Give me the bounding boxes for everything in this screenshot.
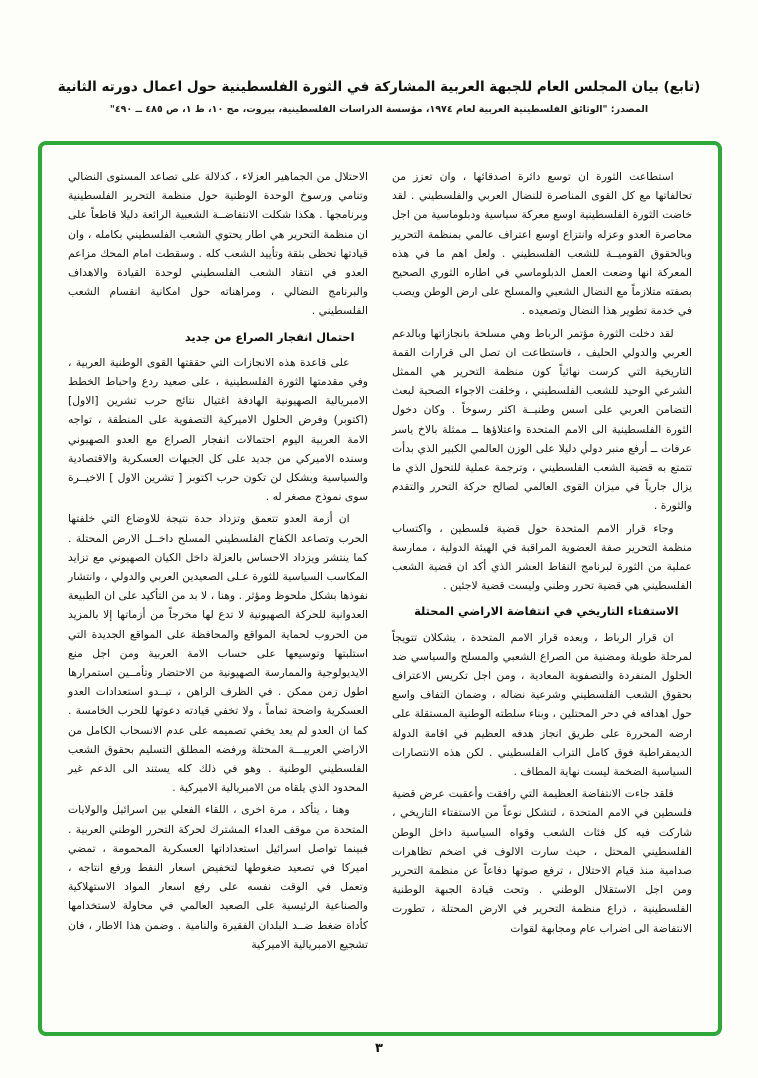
source-citation: المصدر: "الوثائق الفلسطينية العربية لعام ١٩٧٤، مؤسسة الدراسات الفلسطينية، بيروت، مج ١٠، ط ١، ص ٤٨٥ ــ ٤٩٠" [109,103,649,115]
paragraph: استطاعت الثورة ان توسع دائرة اصدقائها ، وان تعزز من تحالفاتها مع كل القوى المناصرة للنضال العربي والفلسطيني . لقد خاضت الثورة الفلسطينية اوسع معركة سياسية ودبلوماسية من اجل محاصرة العدو وعزله وانتزاع اوسع اعتراف عالمي بمنظمة التحرير وبالحقوق القوميــة للشعب الفلسطيني . ولعل اهم ما في هذه المعركة انها وضعت العمل الدبلوماسي في اطاره الثوري الصحيح بصفته متلازماً مع النضال الشعبي والمسلح على ارض الوطن ويصب في خدمة تطوير هذا النضال وتصعيده . [392,170,692,318]
paragraph: وجاء قرار الامم المتحدة حول قضية فلسطين ، واكتساب منظمة التحرير صفة العضوية المراقبة في الهيئة الدولية ، ممارسة عملية من الثورة لبرنامج النقاط العشر الذي أكد ان قضية الشعب الفلسطيني هي قضية تحرر وطني وليست قضية لاجئين . [392,521,692,593]
paragraph: وهنا ، يتأكد ، مرة اخرى ، اللقاء الفعلي بين اسرائيل والولايات المتحدة من موقف العداء المشترك لحركة التحرر الوطني العربية . فبينما تواصل اسرائيل استعداداتها العسكرية المحمومة ، تمضي اميركا في تصعيد ضغوطها لتخفيض اسعار النفط ورفع انتاجه ، وتعمل في الوقت نفسه على رفع اسعار المواد الاستهلاكية والصناعية الرئيسية على الصعيد العالمي في محاولة لاستخدامها كأداة ضغط ضــد البلدان الفقيرة والنامية . وضمن هذا الاطار ، فان تشجيع الامبريالية الاميركية [68,803,368,951]
page-header [28,78,730,115]
paragraph: فلقد جاءت الانتفاضة العظيمة التي رافقت وأعقبت عرض قضية فلسطين في الامم المتحدة ، لتشكل نوعاً من الاستفتاء التاريخي ، شاركت فيه كل فئات الشعب وقواه السياسية داخل الوطن الفلسطيني المحتل ، حيث سارت الالوف في اضخم تظاهرات صدامية منذ قيام الاحتلال ، ترفع صوتها دفاعاً عن منظمة التحرير ومن اجل الاستقلال الوطني . وتحت قيادة الجبهة الوطنية الفلسطينية ، ذراع منظمة التحرير في الارض المحتلة ، تطورت الانتفاضة الى اضراب عام ومجابهة لقوات [392,787,692,935]
text-column-right [392,167,692,1016]
document-title: (تابع) بيان المجلس العام للجبهة العربية المشاركة في الثورة الفلسطينية حول اعمال دورته الثانية [57,79,701,95]
paragraph-continuation: الاحتلال من الجماهير العزلاء ، كدلالة على تصاعد المستوى النضالي وتنامي ورسوخ الوحدة الوطنية حول منظمة التحرير الفلسطينية وبرنامجها . هكذا شكلت الانتفاضــة الشعبية الرائعة دليلا قاطعاً على ان منظمة التحرير هي اطار يحتوي الشعب الفلسطيني بكامله ، وان قيادتها تحظى بثقة وتأييد الشعب كله . وسقطت امام المحك مزاعم العدو في انتقاد الشعب الفلسطيني لوحدة القيادة والاهداف والبرنامج النضالي ، ومراهناته حول امكانية انقسام الشعب الفلسطيني . [68,170,368,318]
paragraph: ان أزمة العدو تتعمق وتزداد حدة نتيجة للاوضاع التي خلفتها الحرب وتصاعد الكفاح الفلسطيني المسلح داخــل الارض المحتلة . كما ينتشر ويزداد الاحساس بالعزلة داخل الكيان الصهيوني مع تزايد المكاسب السياسية للثورة عـلى الصعيدين العربي والدولي ، وانتشار نفوذها بشكل ملحوظ ومؤثر . وهنا ، لا بد من التأكيد على ان الطبيعة العدوانية للحركة الصهيونية لا تدع لها مخرجاً من أزماتها إلا بالمزيد من الحروب لحماية المواقع والمحافظة على المواقع الجديدة التي استلبتها وتوسيعها على حساب الامة العربية ومن اجل منع الايديولوجية والممارسة الصهيونية من الاحتضار وتأمــين استمرارها اطول زمن ممكن . في الظرف الراهن ، تبــدو استعدادات العدو العسكرية واضحة تماماً ، ولا تخفي قيادته دعوتها للحرب الخامسة . كما ان العدو لم يعد يخفي تصميمه على عدم الانسحاب الكامل من الاراضي العربيـــة المحتلة ورفضه المطلق التسليم بحقوق الشعب الفلسطيني الوطنية . وهو في ذلك كله يستند الى الدعم غير المحدود الذي يلقاه من الامبريالية الاميركية . [68,512,368,795]
section-heading-conflict: احتمال انفجار الصراع من جديد [184,330,355,344]
paragraph: ان قرار الرباط ، وبعده قرار الامم المتحدة ، يشكلان تتويجاً لمرحلة طويلة ومضنية من الصراع الشعبي والمسلح والسياسي ضد الحلول المنفردة والتصفوية المعادية ، ومن اجل تكريس الاعتراف بحقوق الشعب الفلسطيني وشرعية نضاله ، وضمان التفاف واسع حول اهدافه في دحر المحتلين ، وبناء سلطته الوطنية المستقلة على ارضه المحررة على طريق انجاز هدفه العظيم في اقامة الدولة الديمقراطية فوق كامل التراب الفلسطيني . لكن هذه الانتصارات السياسية الضخمة ليست نهاية المطاف . [392,630,692,778]
paragraph: لقد دخلت الثورة مؤتمر الرباط وهي مسلحة بانجازاتها وبالدعم العربي والدولي الحليف ، فاستطاعت ان تصل الى قرارات القمة التاريخية التي كرست نهائياً كون منظمة التحرير هي الممثل الشرعي الوحيد للشعب الفلسطيني ، وخلقت الاجواء الصحية لبعث التضامن العربي على اسس وطنيــة اكثر رسوخاً . وكان دخول الثورة الفلسطينية الى الامم المتحدة واعتلاؤها ــ ممثلة بالاخ ياسر عرفات ــ أرفع منبر دولي دليلا على الوزن العالمي الكبير الذي بدأت تتمتع به قضية الشعب الفلسطيني ، وترجمة عملية للتحول الذي ما يزال جارياً في ميزان القوى العالمي لصالح حركة التحرر والتقدم والثورة . [392,326,692,513]
page-number: ٣ [375,1041,383,1056]
green-border-frame [38,141,722,1036]
section-heading-referendum: الاستفتاء التاريخي في انتفاضة الاراضي المحتلة [414,605,679,619]
text-column-left [68,167,368,1016]
paragraph: على قاعدة هذه الانجازات التي حققتها القوى الوطنية العربية ، وفي مقدمتها الثورة الفلسطينية ، على صعيد ردع واحباط الخطط الامبريالية الصهيونية الهادفة اغتيال نتائج حرب تشرين [الاول] (اكتوبر) وفرض الحلول الاميركية التصفوية على المنطقة ، تواجه الامة العربية اليوم احتمالات انفجار الصراع مع العدو الصهيوني وسنده الاميركي من جديد على كل الجبهات العسكرية والاقتصادية والسياسية وبشكل لن تكون حرب اكتوبر [ تشرين الاول ] الاخيــرة سوى نموذج مصغر له . [68,355,368,504]
